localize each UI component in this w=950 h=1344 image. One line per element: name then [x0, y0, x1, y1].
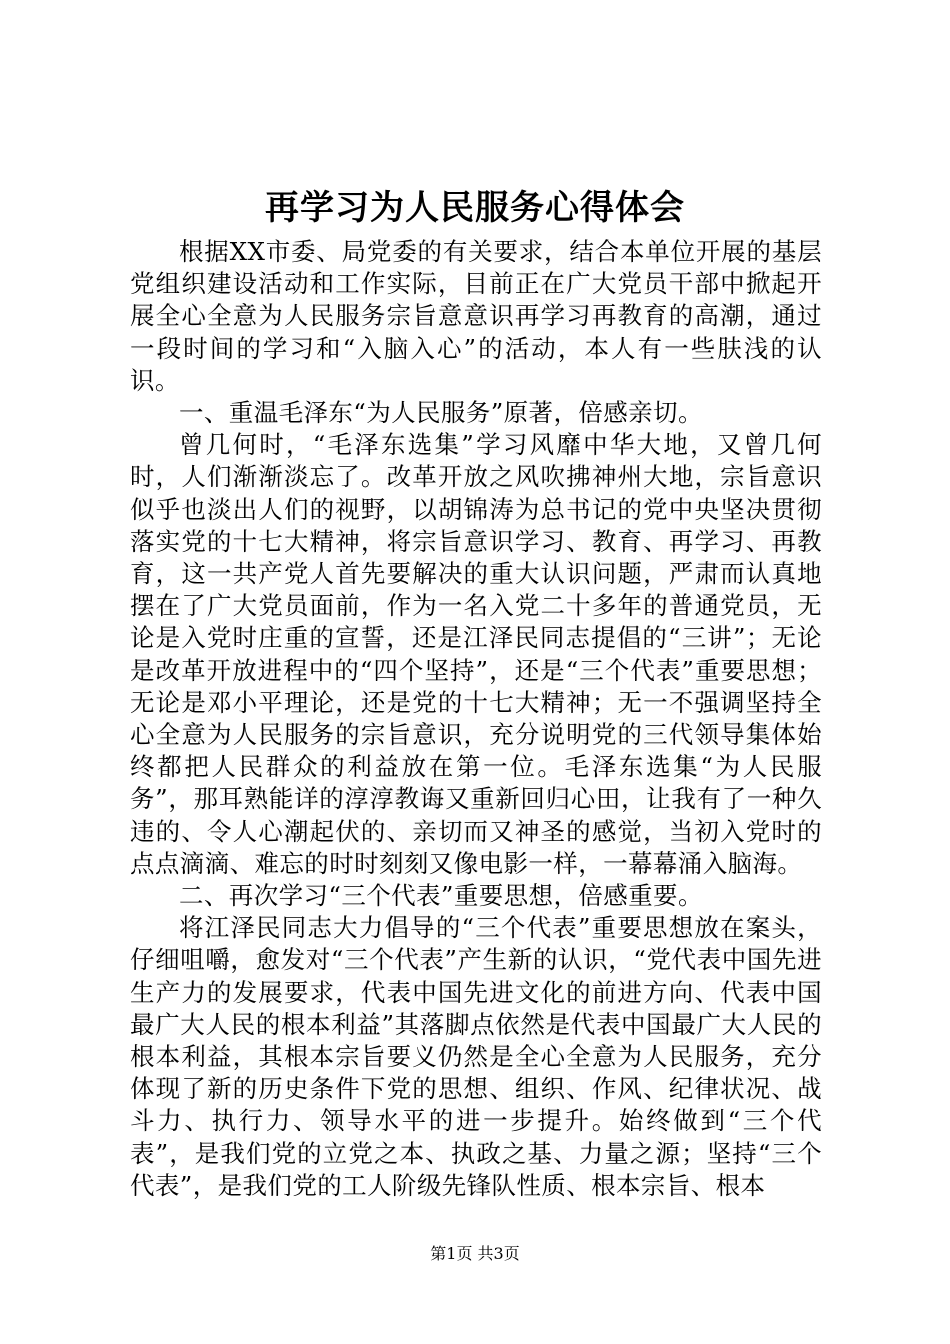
paragraph-intro: 根据XX市委、局党委的有关要求，结合本单位开展的基层党组织建设活动和工作实际，目前正在广大党员干部中掀起开展全心全意为人民服务宗旨意意识再学习再教育的高潮，通过一段时间的学习和“入脑入心”的活动，本人有一些肤浅的认识。 [130, 237, 822, 395]
section-heading-1: 一、重温毛泽东“为人民服务”原著，倍感亲切。 [179, 398, 703, 428]
paragraph-section-2: 将江泽民同志大力倡导的“三个代表”重要思想放在案头，仔细咀嚼，愈发对“三个代表”产生新的认识，“党代表中国先进生产力的发展要求，代表中国先进文化的前进方向、代表中国最广大人民的根本利益”其落脚点依然是代表中国最广大人民的根本利益，其根本宗旨要义仍然是全心全意为人民服务，充分体现了新的历史条件下党的思想、组织、作风、纪律状况、战斗力、执行力、领导水平的进一步提升。始终做到“三个代表”，是我们党的立党之本、执政之基、力量之源；坚持“三个代表”，是我们党的工人阶级先锋队性质、根本宗旨、根本 [130, 913, 822, 1200]
document-body [130, 236, 822, 1202]
section-heading-2: 二、再次学习“三个代表”重要思想，倍感重要。 [179, 881, 703, 911]
page-footer: 第1页 共3页 [430, 1244, 520, 1263]
document-title: 再学习为人民服务心得体会 [265, 188, 685, 228]
paragraph-section-1: 曾几何时，“毛泽东选集”学习风靡中华大地，又曾几何时，人们渐渐淡忘了。改革开放之风吹拂神州大地，宗旨意识似乎也淡出人们的视野，以胡锦涛为总书记的党中央坚决贯彻落实党的十七大精神，将宗旨意识学习、教育、再学习、再教育，这一共产党人首先要解决的重大认识问题，严肃而认真地摆在了广大党员面前，作为一名入党二十多年的普通党员，无论是入党时庄重的宣誓，还是江泽民同志提倡的“三讲”；无论是改革开放进程中的“四个坚持”，还是“三个代表”重要思想；无论是邓小平理论，还是党的十七大精神；无一不强调坚持全心全意为人民服务的宗旨意识，充分说明党的三代领导集体始终都把人民群众的利益放在第一位。毛泽东选集“为人民服务”，那耳熟能详的淳淳教诲又重新回归心田，让我有了一种久违的、令人心潮起伏的、亲切而又神圣的感觉，当初入党时的点点滴滴、难忘的时时刻刻又像电影一样，一幕幕涌入脑海。 [130, 430, 822, 878]
